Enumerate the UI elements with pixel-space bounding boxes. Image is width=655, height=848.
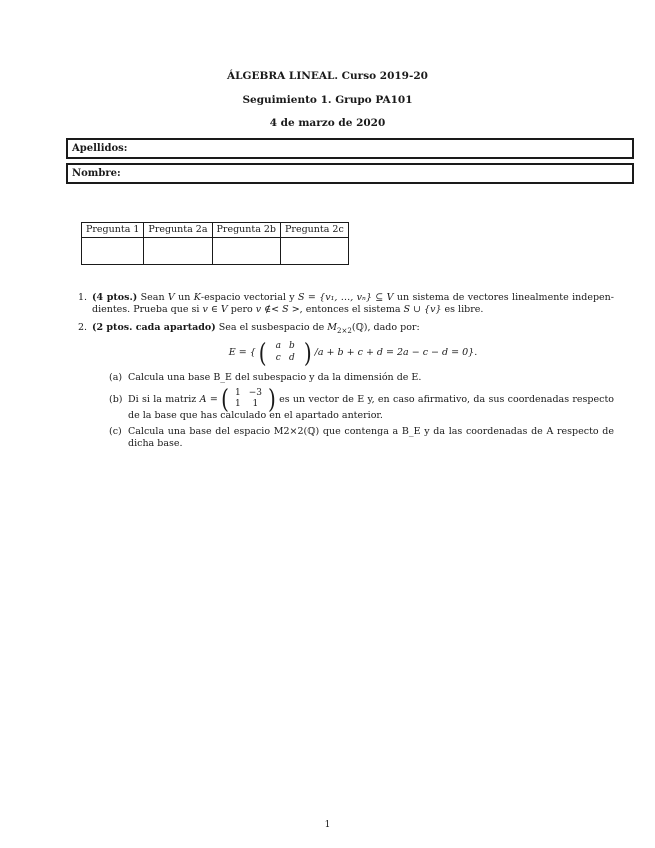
part-text: Di si la matriz (128, 393, 200, 405)
question-list (78, 292, 614, 450)
question-2c (92, 426, 614, 450)
matrix-entry: −3 (248, 387, 262, 398)
math-field: (ℚ) (351, 321, 368, 333)
matrix-entry: 1 (252, 399, 259, 410)
question-text: pero (227, 303, 256, 315)
question-text: un (174, 292, 194, 303)
right-paren: ) (303, 337, 312, 369)
grade-cell-1[interactable] (82, 237, 144, 264)
question-2 (78, 322, 614, 450)
matrix-entry: 1 (234, 387, 241, 398)
grades-score-row (82, 237, 349, 264)
nombre-field[interactable] (66, 163, 634, 184)
matrix-entry: c (275, 352, 281, 363)
math-expr: S ∪ {v} (403, 303, 442, 315)
question-points: (2 ptos. cada apartado) (92, 321, 216, 333)
question-points: (4 ptos.) (92, 292, 138, 303)
grade-header-2c: Pregunta 2c (281, 223, 349, 238)
part-text: es un vector de E y, en caso afirmativo, da sus coordenadas respecto de la base que has calculado en el apartado anterior. (128, 393, 614, 422)
question-text: Sea el susbespacio de (215, 321, 328, 333)
math-var: V (167, 292, 175, 303)
part-label: (a) (109, 371, 123, 383)
part-text: Calcula una base del espacio M2×2(ℚ) que contenga a B_E y da las coordenadas de A respecto de dicha base. (128, 426, 614, 450)
grades-header-row (82, 223, 349, 238)
question-text: un sistema de vectores linealmente independientes. Prueba que si (92, 292, 615, 315)
question-text: es libre. (441, 303, 484, 315)
math-expr: E = { (228, 347, 256, 359)
matrix-E (272, 341, 299, 364)
page-number: 1 (324, 820, 331, 830)
grade-header-2b: Pregunta 2b (212, 223, 281, 238)
question-1 (78, 292, 614, 316)
subspace-definition (92, 337, 614, 369)
exam-title: ÁLGEBRA LINEAL. Curso 2019-20 (227, 70, 428, 82)
question-text: , entonces el sistema (299, 303, 404, 315)
part-label: (c) (109, 426, 122, 438)
apellidos-label: Apellidos: (72, 143, 128, 154)
math-expr: /a + b + c + d = 2a − c − d = 0}. (314, 347, 478, 359)
grades-table (81, 222, 349, 265)
matrix-entry: 1 (234, 399, 241, 410)
nombre-label: Nombre: (72, 168, 121, 179)
apellidos-field[interactable] (66, 138, 634, 159)
right-paren: ) (267, 383, 276, 415)
math-subscript: 2×2 (337, 326, 352, 335)
question-2a (92, 372, 614, 384)
question-2b (92, 383, 614, 422)
part-text: Calcula una base B_E del subespacio y da la dimensión de E. (128, 371, 422, 383)
math-expr: v ∈ V (202, 303, 228, 315)
question-text: -espacio vectorial y (200, 292, 298, 303)
left-paren: ( (258, 337, 267, 369)
matrix-entry: b (289, 341, 295, 352)
math-expr: v ∉< S > (255, 303, 300, 315)
grade-cell-2b[interactable] (212, 237, 281, 264)
grade-cell-2a[interactable] (144, 237, 212, 264)
matrix-A (231, 388, 266, 411)
math-expr: S = {v₁, …, vₙ} ⊆ V (298, 292, 394, 303)
question-text: Sean (137, 292, 168, 303)
left-paren: ( (221, 383, 229, 415)
math-var: K (193, 292, 201, 303)
exam-date: 4 de marzo de 2020 (269, 117, 386, 129)
question-text: , dado por: (367, 321, 420, 333)
matrix-entry: a (275, 341, 282, 352)
grade-header-1: Pregunta 1 (82, 223, 144, 238)
part-label: (b) (109, 393, 123, 405)
math-expr: A = (199, 393, 218, 405)
matrix-entry: d (289, 352, 295, 363)
grade-cell-2c[interactable] (281, 237, 349, 264)
math-var: M (327, 321, 338, 333)
grade-header-2a: Pregunta 2a (144, 223, 212, 238)
question-number: 2. (78, 321, 88, 333)
question-number: 1. (78, 292, 88, 303)
exam-subtitle: Seguimiento 1. Grupo PA101 (242, 94, 413, 106)
